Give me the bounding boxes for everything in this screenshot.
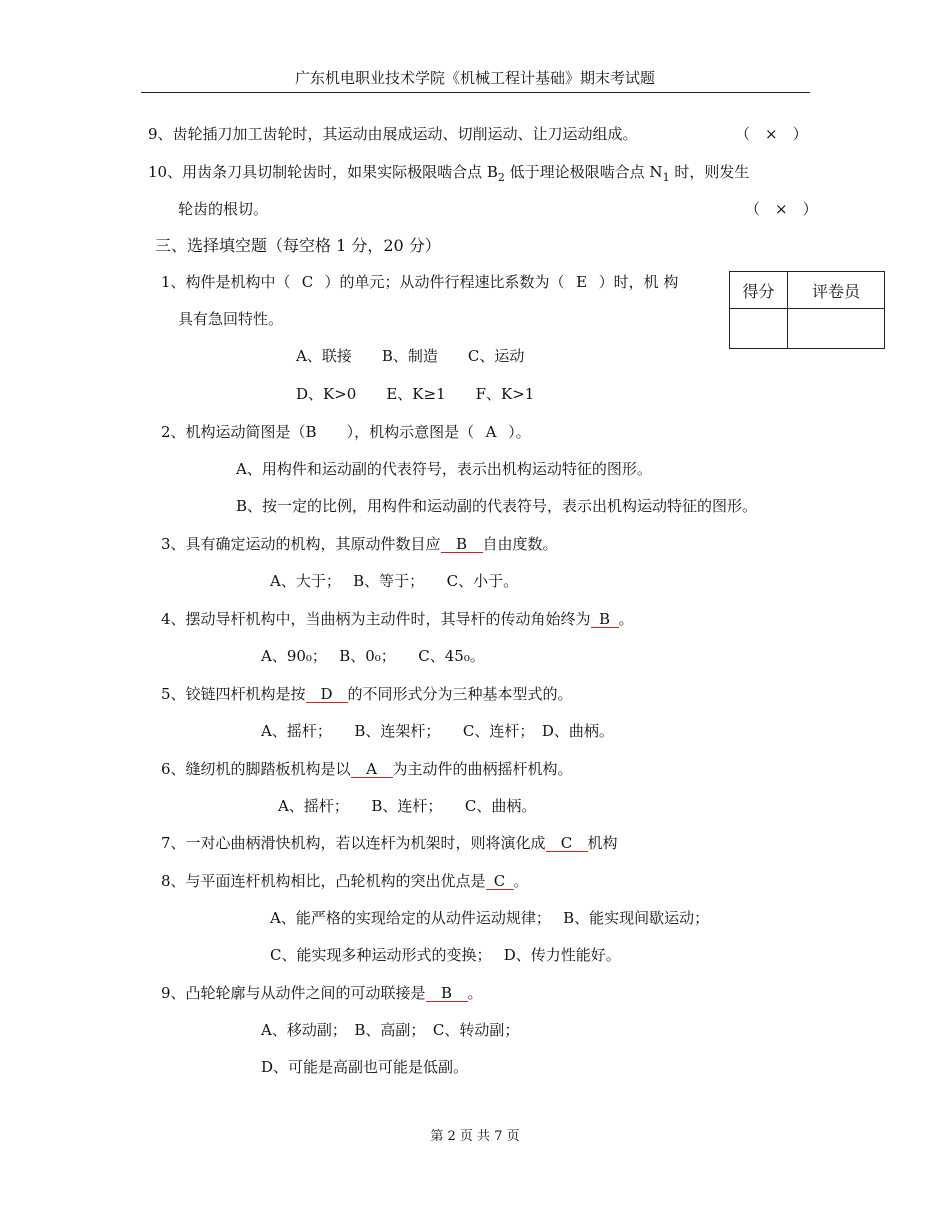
q5-options: A、摇杆； B、连架杆； C、连杆； D、曲柄。 — [261, 722, 614, 740]
score-label: 得分 — [730, 272, 788, 309]
grader-label: 评卷员 — [788, 272, 885, 309]
q2-option-a: A、用构件和运动副的代表符号，表示出机构运动特征的图形。 — [236, 460, 652, 478]
q4-line: 4、摆动导杆机构中，当曲柄为主动件时，其导杆的传动角始终为 B 。 — [161, 610, 634, 628]
q9-options-2: D、可能是高副也可能是低副。 — [261, 1058, 469, 1076]
judge-q9-text: 9、齿轮插刀加工齿轮时，其运动由展成运动、切削运动、让刀运动组成。 — [148, 125, 638, 143]
section-3-title: 三、选择填空题（每空格 1 分，20 分） — [155, 236, 441, 255]
q8-options-2: C、能实现多种运动形式的变换； D、传力性能好。 — [270, 946, 621, 964]
q1-options-2: D、K>0 E、K≥1 F、K>1 — [296, 385, 535, 403]
q2-option-b: B、按一定的比例，用构件和运动副的代表符号，表示出机构运动特征的图形。 — [236, 497, 758, 515]
q6-line: 6、缝纫机的脚踏板机构是以 A 为主动件的曲柄摇杆机构。 — [161, 760, 573, 778]
q1-options-1: A、联接 B、制造 C、运动 — [296, 347, 525, 365]
header-rule — [141, 92, 810, 93]
q6-options: A、摇杆； B、连杆； C、曲柄。 — [278, 797, 537, 815]
judge-q10-line1: 10、用齿条刀具切制轮齿时，如果实际极限啮合点 $B_2$ 低于理论极限啮合点 $N_1$ 时，则发生 — [148, 163, 750, 184]
q4-options: A、90₀； B、0₀； C、45₀。 — [261, 647, 485, 665]
judge-q10-mark: （ × ） — [745, 200, 818, 218]
page-number: 第 2 页 共 7 页 — [430, 1129, 520, 1144]
score-table — [729, 271, 885, 349]
q1-line2: 具有急回特性。 — [178, 310, 284, 328]
q1-line1: 1、构件是机构中（ C ）的单元；从动件行程速比系数为（ E ）时，机 构 — [161, 273, 679, 291]
q9-options-1: A、移动副； B、高副； C、转动副； — [261, 1021, 520, 1039]
judge-q9-mark: （ × ） — [735, 125, 808, 143]
score-cell[interactable] — [730, 309, 788, 349]
judge-q10-line2: 轮齿的根切。 — [178, 200, 269, 218]
page-header-title: 广东机电职业技术学院《机械工程计基础》期末考试题 — [294, 69, 655, 87]
q2-line: 2、机构运动简图是（B ），机构示意图是（ A ）。 — [161, 423, 531, 441]
q3-options: A、大于； B、等于； C、小于。 — [270, 572, 519, 590]
grader-cell[interactable] — [788, 309, 885, 349]
q8-options-1: A、能严格的实现给定的从动件运动规律； B、能实现间歇运动； — [270, 909, 710, 927]
q5-line: 5、铰链四杆机构是按 D 的不同形式分为三种基本型式的。 — [161, 685, 573, 703]
q9-line: 9、凸轮轮廓与从动件之间的可动联接是 B 。 — [161, 984, 483, 1002]
q3-line: 3、具有确定运动的机构，其原动件数目应 B 自由度数。 — [161, 535, 558, 553]
q7-line: 7、一对心曲柄滑快机构，若以连杆为机架时，则将演化成 C 机构 — [161, 834, 618, 852]
q8-line: 8、与平面连杆机构相比，凸轮机构的突出优点是 C 。 — [161, 872, 529, 890]
